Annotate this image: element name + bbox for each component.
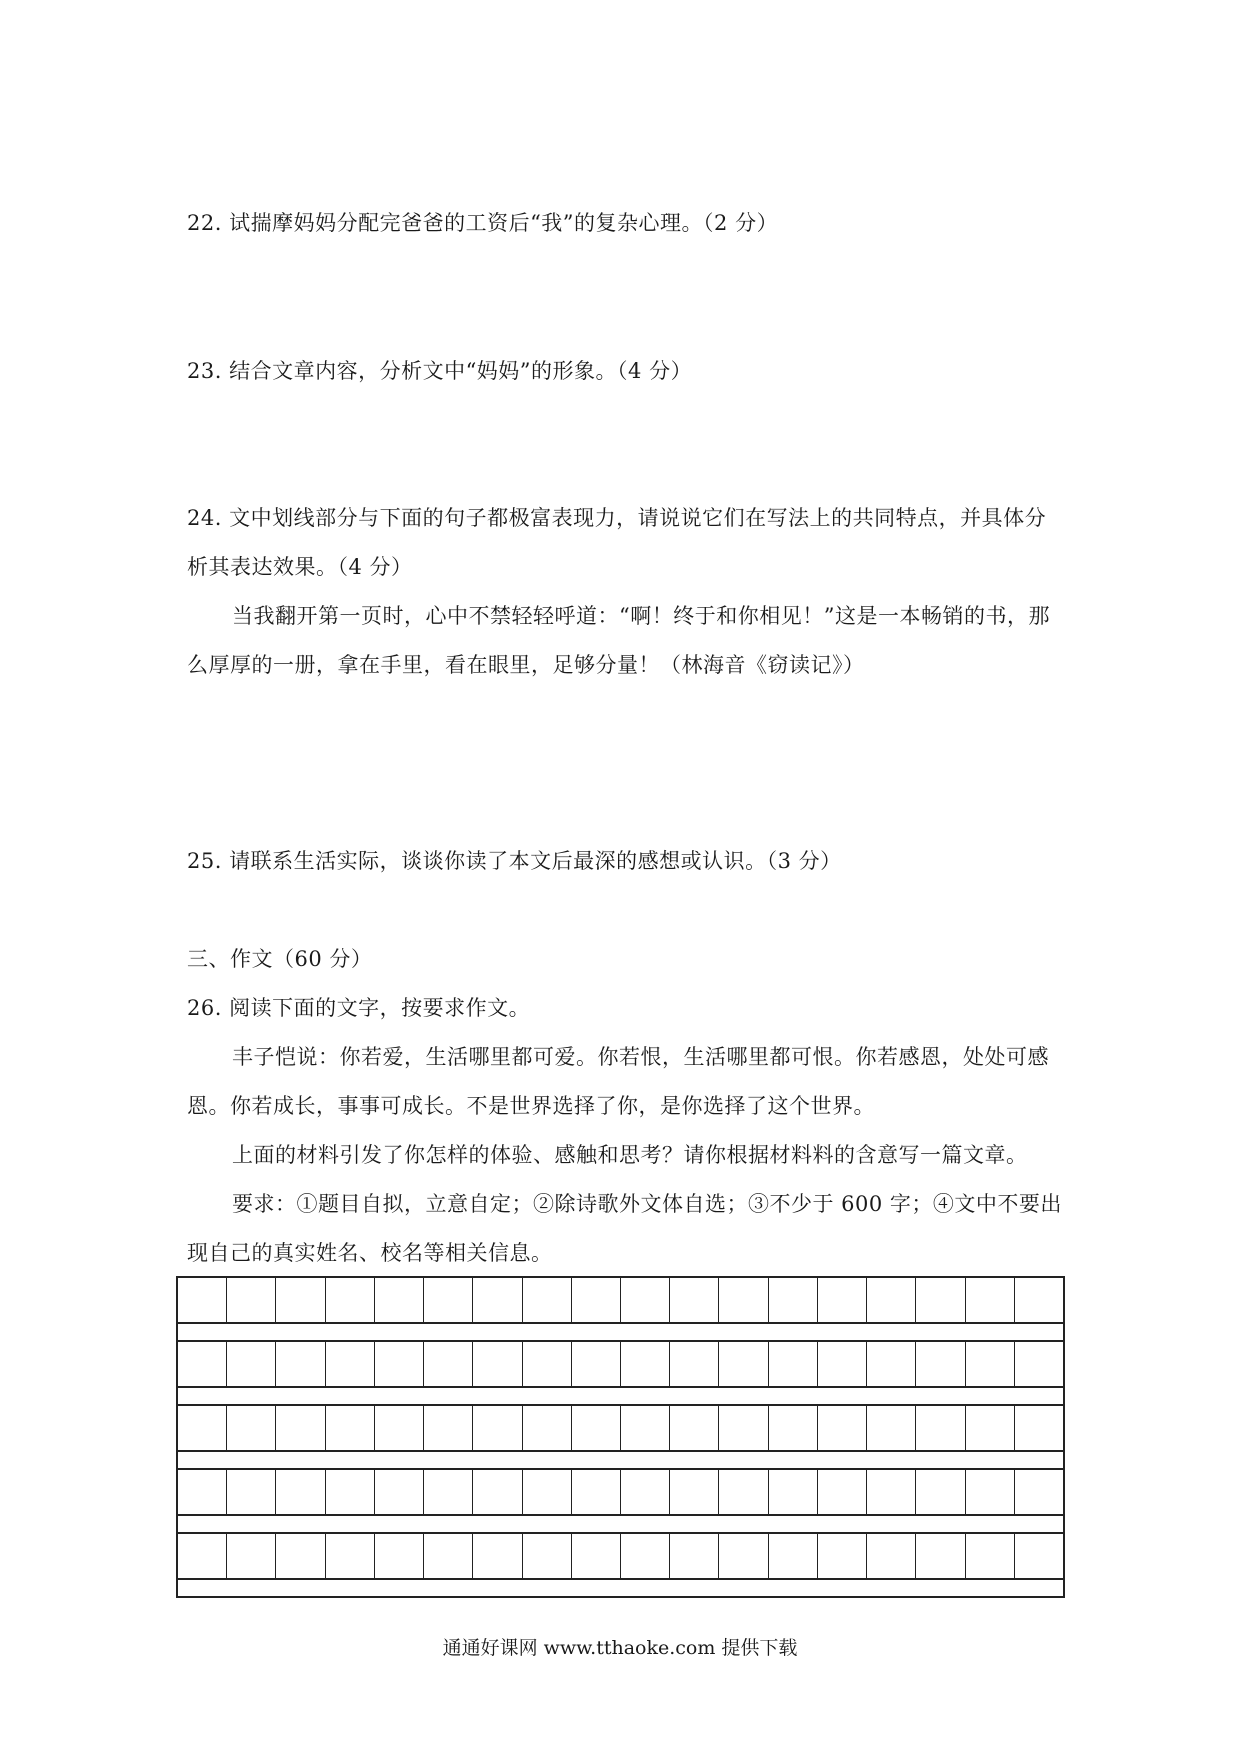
grid-cell bbox=[769, 1342, 818, 1386]
grid-cell bbox=[326, 1406, 375, 1450]
grid-cell bbox=[769, 1534, 818, 1578]
grid-row-spacer bbox=[176, 1450, 1065, 1468]
grid-cell bbox=[523, 1534, 572, 1578]
grid-cell bbox=[572, 1342, 621, 1386]
grid-cell bbox=[621, 1470, 670, 1514]
grid-cell bbox=[1015, 1406, 1063, 1450]
grid-cell bbox=[276, 1534, 325, 1578]
grid-cell bbox=[473, 1534, 522, 1578]
grid-cell bbox=[719, 1342, 768, 1386]
grid-cell bbox=[670, 1470, 719, 1514]
grid-row-spacer bbox=[176, 1386, 1065, 1404]
grid-cell bbox=[719, 1470, 768, 1514]
grid-cell bbox=[818, 1278, 867, 1322]
grid-cell bbox=[1015, 1534, 1063, 1578]
grid-row bbox=[176, 1404, 1065, 1450]
grid-cell bbox=[966, 1470, 1015, 1514]
grid-row-spacer bbox=[176, 1514, 1065, 1532]
grid-cell bbox=[719, 1406, 768, 1450]
grid-cell bbox=[276, 1406, 325, 1450]
grid-cell bbox=[769, 1406, 818, 1450]
grid-cell bbox=[473, 1406, 522, 1450]
grid-cell bbox=[424, 1470, 473, 1514]
grid-cell bbox=[867, 1342, 916, 1386]
grid-cell bbox=[424, 1278, 473, 1322]
question-24-line-2: 析其表达效果。（4 分） bbox=[187, 555, 413, 579]
grid-cell bbox=[424, 1534, 473, 1578]
material-line-2: 恩。你若成长，事事可成长。不是世界选择了你，是你选择了这个世界。 bbox=[187, 1094, 875, 1118]
question-25: 25. 请联系生活实际，谈谈你读了本文后最深的感想或认识。（3 分） bbox=[187, 849, 842, 873]
grid-cell bbox=[769, 1470, 818, 1514]
grid-cell bbox=[621, 1534, 670, 1578]
grid-cell bbox=[867, 1406, 916, 1450]
grid-cell bbox=[1015, 1278, 1063, 1322]
grid-cell bbox=[424, 1342, 473, 1386]
grid-row-spacer bbox=[176, 1322, 1065, 1340]
question-22: 22. 试揣摩妈妈分配完爸爸的工资后“我”的复杂心理。（2 分） bbox=[187, 211, 779, 235]
grid-cell bbox=[621, 1278, 670, 1322]
grid-cell bbox=[916, 1278, 965, 1322]
grid-cell bbox=[670, 1278, 719, 1322]
grid-cell bbox=[227, 1342, 276, 1386]
grid-cell bbox=[572, 1278, 621, 1322]
question-24-line-1: 24. 文中划线部分与下面的句子都极富表现力，请说说它们在写法上的共同特点，并具体分 bbox=[187, 506, 1047, 530]
grid-row bbox=[176, 1340, 1065, 1386]
grid-cell bbox=[326, 1534, 375, 1578]
grid-cell bbox=[916, 1534, 965, 1578]
grid-cell bbox=[572, 1406, 621, 1450]
question-23: 23. 结合文章内容，分析文中“妈妈”的形象。（4 分） bbox=[187, 359, 693, 383]
grid-cell bbox=[473, 1278, 522, 1322]
grid-cell bbox=[670, 1342, 719, 1386]
grid-cell bbox=[818, 1342, 867, 1386]
composition-grid bbox=[176, 1276, 1065, 1598]
grid-cell bbox=[178, 1470, 227, 1514]
requirements-line-1: 要求：①题目自拟，立意自定；②除诗歌外文体自选；③不少于 600 字；④文中不要出 bbox=[232, 1192, 1062, 1216]
grid-cell bbox=[867, 1534, 916, 1578]
grid-row-spacer bbox=[176, 1578, 1065, 1598]
section-3-heading: 三、作文（60 分） bbox=[187, 947, 373, 971]
grid-cell bbox=[375, 1534, 424, 1578]
grid-cell bbox=[621, 1342, 670, 1386]
material-line-1: 丰子恺说：你若爱，生活哪里都可爱。你若恨，生活哪里都可恨。你若感恩，处处可感 bbox=[232, 1045, 1049, 1069]
grid-cell bbox=[867, 1278, 916, 1322]
grid-cell bbox=[227, 1470, 276, 1514]
footer-source: 通通好课网 www.tthaoke.com 提供下载 bbox=[442, 1637, 798, 1659]
grid-cell bbox=[719, 1278, 768, 1322]
grid-cell bbox=[523, 1406, 572, 1450]
question-24-quote-line-1: 当我翻开第一页时，心中不禁轻轻呼道：“啊！终于和你相见！”这是一本畅销的书，那 bbox=[232, 604, 1050, 628]
grid-cell bbox=[818, 1406, 867, 1450]
grid-cell bbox=[621, 1406, 670, 1450]
grid-cell bbox=[670, 1406, 719, 1450]
grid-cell bbox=[966, 1406, 1015, 1450]
grid-cell bbox=[227, 1278, 276, 1322]
grid-cell bbox=[276, 1278, 325, 1322]
grid-row bbox=[176, 1276, 1065, 1322]
grid-cell bbox=[375, 1406, 424, 1450]
grid-cell bbox=[227, 1406, 276, 1450]
grid-cell bbox=[523, 1470, 572, 1514]
grid-cell bbox=[523, 1278, 572, 1322]
grid-cell bbox=[1015, 1470, 1063, 1514]
grid-cell bbox=[572, 1534, 621, 1578]
grid-cell bbox=[326, 1278, 375, 1322]
grid-cell bbox=[916, 1406, 965, 1450]
grid-cell bbox=[769, 1278, 818, 1322]
question-24-quote-line-2: 么厚厚的一册，拿在手里，看在眼里，足够分量！（林海音《窃读记》） bbox=[187, 653, 865, 677]
grid-cell bbox=[473, 1470, 522, 1514]
grid-cell bbox=[473, 1342, 522, 1386]
grid-row bbox=[176, 1532, 1065, 1578]
grid-cell bbox=[719, 1534, 768, 1578]
question-26: 26. 阅读下面的文字，按要求作文。 bbox=[187, 996, 531, 1020]
grid-cell bbox=[276, 1470, 325, 1514]
grid-cell bbox=[1015, 1342, 1063, 1386]
grid-cell bbox=[670, 1534, 719, 1578]
grid-cell bbox=[178, 1278, 227, 1322]
grid-cell bbox=[572, 1470, 621, 1514]
grid-cell bbox=[178, 1342, 227, 1386]
grid-cell bbox=[818, 1470, 867, 1514]
grid-cell bbox=[178, 1534, 227, 1578]
grid-cell bbox=[818, 1534, 867, 1578]
grid-cell bbox=[276, 1342, 325, 1386]
grid-cell bbox=[867, 1470, 916, 1514]
writing-prompt: 上面的材料引发了你怎样的体验、感触和思考？请你根据材料料的含意写一篇文章。 bbox=[232, 1143, 1028, 1167]
grid-cell bbox=[916, 1470, 965, 1514]
grid-cell bbox=[966, 1534, 1015, 1578]
grid-cell bbox=[523, 1342, 572, 1386]
grid-cell bbox=[966, 1278, 1015, 1322]
grid-cell bbox=[916, 1342, 965, 1386]
grid-cell bbox=[326, 1470, 375, 1514]
grid-cell bbox=[375, 1470, 424, 1514]
grid-cell bbox=[424, 1406, 473, 1450]
requirements-line-2: 现自己的真实姓名、校名等相关信息。 bbox=[187, 1241, 553, 1265]
grid-cell bbox=[375, 1278, 424, 1322]
grid-cell bbox=[966, 1342, 1015, 1386]
grid-cell bbox=[375, 1342, 424, 1386]
grid-cell bbox=[326, 1342, 375, 1386]
grid-cell bbox=[227, 1534, 276, 1578]
grid-cell bbox=[178, 1406, 227, 1450]
grid-row bbox=[176, 1468, 1065, 1514]
